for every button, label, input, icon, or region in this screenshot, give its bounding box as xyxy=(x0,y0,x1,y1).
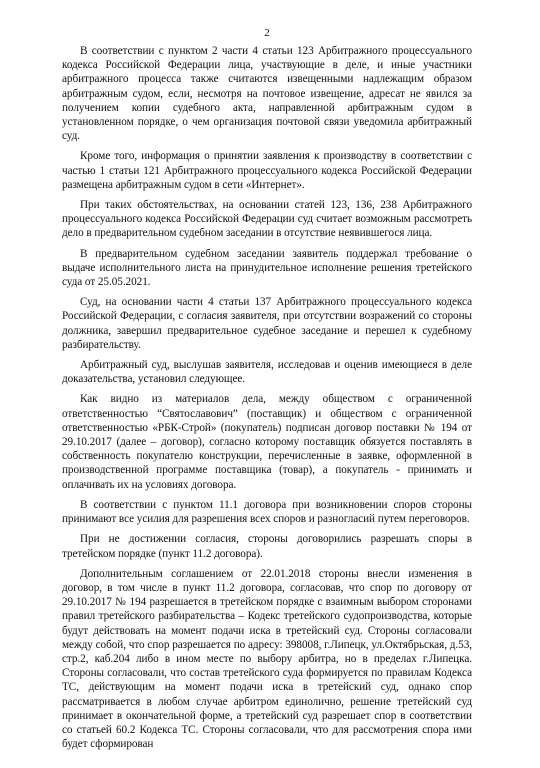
paragraph-absent-party: При таких обстоятельствах, на основании статей 123, 136, 238 Арбитражного процессуального кодекса Российской Федерации суд считает возможным рассмотреть дело в предварительном судебном заседании в отсутствие неявившегося лица. xyxy=(62,199,472,240)
paragraph-court-proceeding: Суд, на основании части 4 статьи 137 Арбитражного процессуального кодекса Российской Федерации, с согласия заявителя, при отсутствии возражений со стороны должника, завершил предварительное судебное заседание и перешел к судебному разбирательству. xyxy=(62,296,472,351)
paragraph-internet-publication: Кроме того, информация о принятии заявления к производству в соответствии с частью 1 статьи 121 Арбитражного процессуального кодекса Российской Федерации размещена арбитражным судом в сети «Интернет». xyxy=(62,150,472,191)
paragraph-applicant-request: В предварительном судебном заседании заявитель поддержал требование о выдаче исполнительного листа на принудительное исполнение решения третейского суда от 25.05.2021. xyxy=(62,247,472,289)
paragraph-clause-11-2: При не достижении согласия, стороны договорились разрешать споры в третейском порядке (пункт 11.2 договора). xyxy=(62,533,472,560)
document-page xyxy=(62,26,472,753)
paragraph-contract: Как видно из материалов дела, между обществом с ограниченной ответственностью “Святославович” (поставщик) и обществом с ограниченной ответственностью «РБК-Строй» (покупатель) подписан договор поставки № 194 от 29.10.2017 (далее – договор), согласно которому поставщик обязуется поставлять в собственность покупателю конструкции, перечисленные в заявке, оформленной в производственной программе поставщика (товар), а покупатель - принимать и оплачивать их на условиях договора. xyxy=(62,393,472,491)
paragraph-additional-agreement: Дополнительным соглашением от 22.01.2018 стороны внесли изменения в договор, в том числе в пункт 11.2 договора, согласовав, что спор по договору от 29.10.2017 № 194 разрешается в третейском порядке с взаимным выбором сторонами правил третейского разбирательства – Кодекс третейского судопроизводства, которые будут действовать на момент подачи иска в третейский суд. Стороны согласовали между собой, что спор разрешается по адресу: 398008, г.Липецк, ул.Октябрьская, д.53, стр.2, каб.204 либо в ином месте по выбору арбитра, но в пределах г.Липецка. Стороны согласовали, что состав третейского суда формируется по правилам Кодекса ТС, действующим на момент подачи иска в третейский суд, однако спор рассматривается в любом случае арбитром единолично, решение третейский суд принимает в окончательной форме, а третейский суд разрешает спор в соответствии со статьей 60.2 Кодекса ТС. Стороны согласовали, что для рассмотрения спора ими будет сформирован xyxy=(62,567,472,751)
paragraph-notice-rule: В соответствии с пунктом 2 части 4 статьи 123 Арбитражного процессуального кодекса Российской Федерации лица, участвующие в деле, и иные участники арбитражного процесса также считаются извещенными надлежащим образом арбитражным судом, если, несмотря на почтовое извещение, адресат не явился за получением копии судебного акта, направленной арбитражным судом в установленном порядке, о чем организация почтовой связи уведомила арбитражный суд. xyxy=(62,45,472,143)
page-number: 2 xyxy=(264,27,270,39)
paragraph-clause-11-1: В соответствии с пунктом 11.1 договора при возникновении споров стороны принимают все усилия для разрешения всех споров и разногласий путем переговоров. xyxy=(62,498,472,526)
paragraph-court-established: Арбитражный суд, выслушав заявителя, исследовав и оценив имеющиеся в деле доказательства, установил следующее. xyxy=(62,359,472,386)
